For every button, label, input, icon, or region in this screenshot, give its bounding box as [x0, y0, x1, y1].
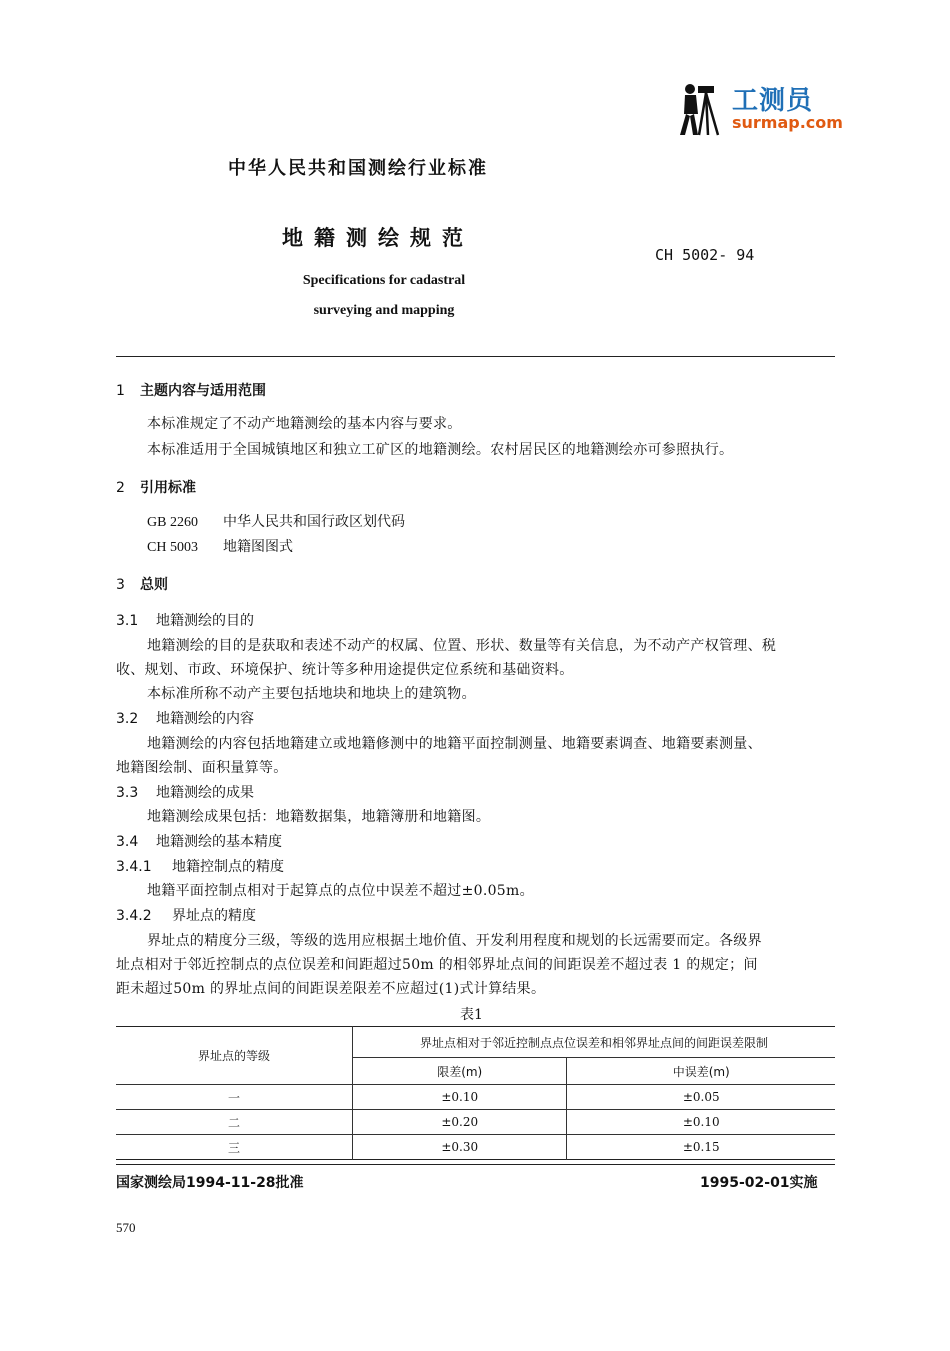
subsection-3-2-heading — [116, 708, 254, 728]
section-1-heading — [116, 380, 266, 400]
page-number: 570 — [116, 1220, 136, 1235]
site-logo — [668, 80, 848, 136]
header-divider — [116, 356, 835, 357]
col-group-header: 界址点相对于邻近控制点点位误差和相邻界址点间的间距误差限制 — [353, 1027, 836, 1058]
paragraph: 本标准适用于全国城镇地区和独立工矿区的地籍测绘。农村居民区的地籍测绘亦可参照执行。 — [147, 442, 734, 458]
subsection-number: 3.3 — [116, 785, 139, 801]
table-row — [116, 1110, 835, 1135]
col-grade-header: 界址点的等级 — [116, 1027, 353, 1085]
subsection-title: 地籍测绘的内容 — [156, 711, 254, 727]
paragraph: 地籍测绘成果包括：地籍数据集，地籍簿册和地籍图。 — [147, 809, 491, 825]
subsection-title: 地籍测绘的成果 — [156, 785, 254, 801]
limit-cell: ±0.30 — [353, 1135, 567, 1160]
section-title: 主题内容与适用范围 — [140, 383, 266, 399]
col-limit-header: 限差(m) — [353, 1058, 567, 1085]
paragraph: 本标准所称不动产主要包括地块和地块上的建筑物。 — [147, 686, 476, 702]
paragraph: 距未超过50m 的界址点间的间距误差限差不应超过(1)式计算结果。 — [116, 981, 546, 997]
subsection-number: 3.4.1 — [116, 859, 152, 875]
subsection-number: 3.2 — [116, 711, 139, 727]
table-row — [116, 1135, 835, 1160]
document-title-cn: 地籍测绘规范 — [282, 226, 474, 250]
effective-date: 1995-02-01实施 — [700, 1175, 818, 1191]
surveyor-tripod-icon — [668, 80, 728, 136]
reference-name: 地籍图图式 — [223, 539, 293, 555]
subsection-3-4-1-heading — [116, 856, 284, 876]
table-caption: 表1 — [460, 1007, 483, 1023]
grade-cell: 三 — [116, 1135, 353, 1160]
paragraph: 收、规划、市政、环境保护、统计等多种用途提供定位系统和基础资料。 — [116, 662, 574, 678]
subsection-title: 地籍测绘的目的 — [156, 613, 254, 629]
grade-cell: 一 — [116, 1085, 353, 1110]
limit-cell: ±0.10 — [353, 1085, 567, 1110]
section-title: 总则 — [140, 577, 168, 593]
approval-date: 国家测绘局1994-11-28批准 — [116, 1175, 304, 1191]
limit-cell: ±0.20 — [353, 1110, 567, 1135]
standard-category: 中华人民共和国测绘行业标准 — [228, 158, 488, 179]
reference-code: CH 5003 — [147, 540, 198, 555]
reference-name: 中华人民共和国行政区划代码 — [223, 514, 405, 530]
subsection-number: 3.4 — [116, 834, 139, 850]
title-en-line1: Specifications for cadastral — [302, 273, 466, 288]
subsection-3-4-heading — [116, 831, 282, 851]
subsection-3-4-2-heading — [116, 905, 256, 925]
logo-text-en: surmap.com — [732, 113, 843, 132]
paragraph: 本标准规定了不动产地籍测绘的基本内容与要求。 — [147, 416, 462, 432]
subsection-3-3-heading — [116, 782, 254, 802]
paragraph: 地籍测绘的内容包括地籍建立或地籍修测中的地籍平面控制测量、地籍要素调查、地籍要素测量、 — [147, 736, 762, 752]
reference-item — [147, 535, 293, 560]
paragraph: 地籍图绘制、面积量算等。 — [116, 760, 288, 776]
mean-cell: ±0.15 — [682, 1140, 720, 1154]
reference-item — [147, 510, 405, 535]
mean-cell: ±0.05 — [682, 1090, 720, 1104]
standard-code: CH 5002- 94 — [655, 246, 755, 264]
title-en-line2: surveying and mapping — [313, 303, 455, 318]
paragraph: 址点相对于邻近控制点的点位误差和间距超过50m 的相邻界址点间的间距误差不超过表 1 的规定；间 — [116, 957, 758, 973]
section-title: 引用标准 — [140, 480, 196, 496]
section-3-heading — [116, 574, 168, 594]
table-row — [116, 1085, 835, 1110]
grade-cell: 二 — [116, 1110, 353, 1135]
section-number: 3 — [116, 577, 125, 593]
subsection-title: 地籍测绘的基本精度 — [156, 834, 282, 850]
subsection-title: 地籍控制点的精度 — [172, 859, 284, 875]
section-number: 2 — [116, 480, 125, 496]
footer-divider — [116, 1164, 835, 1165]
reference-code: GB 2260 — [147, 515, 198, 530]
subsection-number: 3.4.2 — [116, 908, 152, 924]
col-mean-header: 中误差(m) — [672, 1064, 730, 1079]
section-number: 1 — [116, 383, 125, 399]
subsection-3-1-heading — [116, 610, 254, 630]
paragraph: 界址点的精度分三级，等级的选用应根据土地价值、开发利用程度和规划的长远需要而定。各级界 — [147, 933, 762, 949]
document-title-en — [248, 266, 520, 326]
mean-cell: ±0.10 — [682, 1115, 720, 1129]
paragraph: 地籍平面控制点相对于起算点的点位中误差不超过±0.05m。 — [147, 883, 534, 899]
paragraph: 地籍测绘的目的是获取和表述不动产的权属、位置、形状、数量等有关信息，为不动产产权管理、税 — [147, 638, 777, 654]
precision-table — [116, 1026, 835, 1160]
logo-text-cn: 工测员 — [732, 86, 814, 116]
subsection-number: 3.1 — [116, 613, 139, 629]
section-2-heading — [116, 477, 196, 497]
subsection-title: 界址点的精度 — [172, 908, 256, 924]
